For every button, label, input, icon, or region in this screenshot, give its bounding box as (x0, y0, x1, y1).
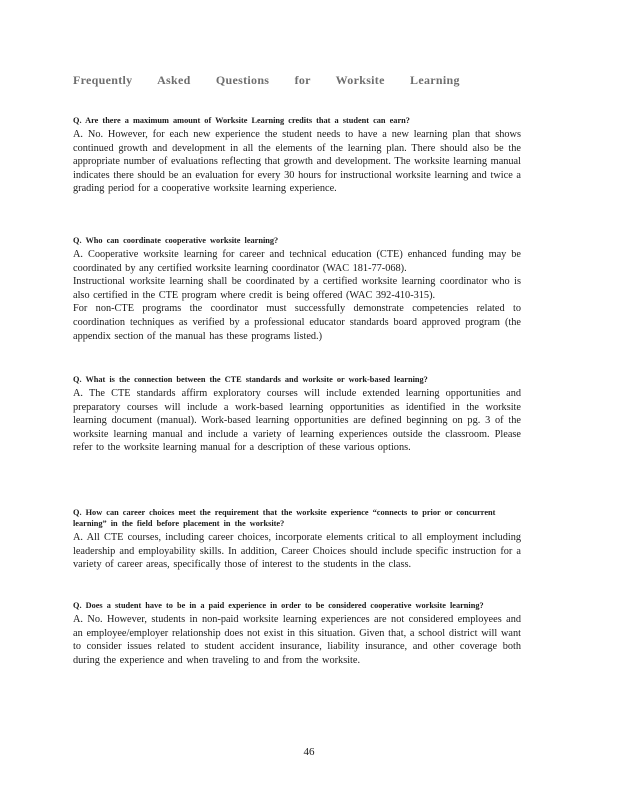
faq-item (73, 374, 521, 455)
faq-question: Q. Are there a maximum amount of Worksite Learning credits that a student can earn? (73, 116, 410, 125)
faq-item (73, 115, 521, 196)
faq-question: Q. What is the connection between the CTE standards and worksite or work-based learning? (73, 375, 428, 384)
faq-question: Q. Does a student have to be in a paid experience in order to be considered cooperative worksite learning? (73, 601, 484, 610)
faq-question: Q. Who can coordinate cooperative worksite learning? (73, 236, 279, 245)
faq-answer (73, 531, 521, 572)
answer-paragraph: A. The CTE standards affirm exploratory courses will include extended learning opportunities and preparatory courses will include a work-based learning opportunities as identified in the worksite learning document (manual). Work-based learning opportunities are defined beginning on pg. 3 of the worksite learning manual and include a variety of learning experiences outside the classroom. Please refer to the worksite learning manual for a description of these various options. (73, 388, 521, 454)
faq-item (73, 600, 521, 667)
answer-paragraph: A. Cooperative worksite learning for career and technical education (CTE) enhanced funding may be coordinated by any certified worksite learning coordinator (WAC 181-77-068). (73, 249, 521, 274)
answer-paragraph: A. No. However, for each new experience the student needs to have a new learning plan that shows continued growth and development in all the elements of the learning plan. There should also be the appropriate number of evaluations reflecting that growth and development. The worksite learning manual indicates there should be an evaluation for every 30 hours for instructional worksite learning and twice a grading period for a cooperative worksite learning experience. (73, 129, 521, 195)
page-title: Frequently Asked Questions for Worksite Learning (73, 73, 460, 87)
faq-item (73, 235, 521, 343)
faq-answer (73, 613, 521, 667)
answer-paragraph: For non-CTE programs the coordinator must successfully demonstrate competencies related to coordination techniques as verified by a professional educator standards board approved program (the appendix section of the manual has these programs listed.) (73, 303, 521, 342)
faq-item (73, 507, 521, 572)
faq-question: Q. How can career choices meet the requirement that the worksite experience “connects to prior or concurrent learning” in the field before placement in the worksite? (73, 508, 496, 528)
answer-paragraph: A. No. However, students in non-paid worksite learning experiences are not considered employees and an employee/employer relationship does not exist in this situation. Given that, a school district will want to consider issues related to student accident insurance, liability insurance, and other coverage both during the experience and when traveling to and from the worksite. (73, 614, 521, 666)
answer-paragraph: A. All CTE courses, including career choices, incorporate elements critical to all employment including leadership and employability skills. In addition, Career Choices should include specific instruction for a variety of career areas, specifically those of interest to the students in the class. (73, 532, 521, 571)
answer-paragraph: Instructional worksite learning shall be coordinated by a certified worksite learning coordinator who is also certified in the CTE program where credit is being offered (WAC 392-410-315). (73, 276, 521, 301)
page-number: 46 (303, 746, 315, 758)
faq-answer (73, 387, 521, 455)
faq-answer (73, 248, 521, 343)
faq-answer (73, 128, 521, 196)
